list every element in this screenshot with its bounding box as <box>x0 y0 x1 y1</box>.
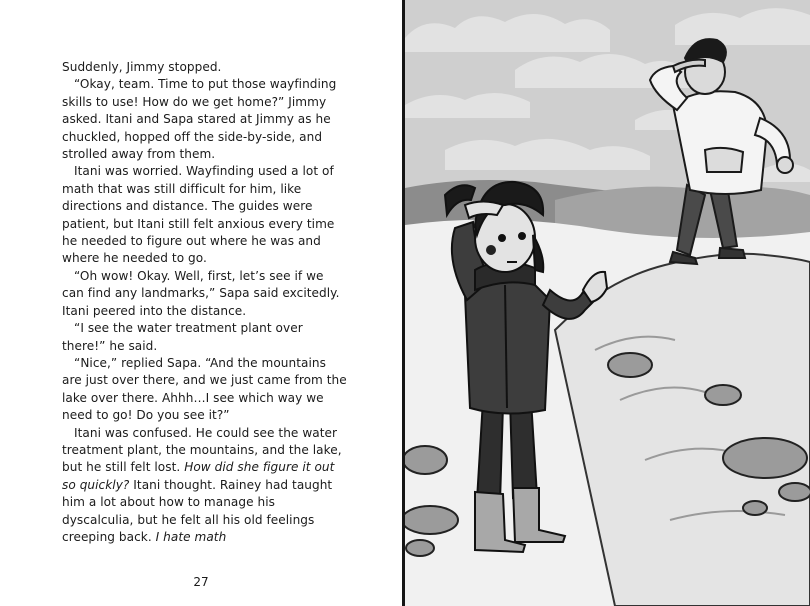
text-page <box>0 0 402 606</box>
page-number: 27 <box>193 575 209 589</box>
page-text <box>62 59 347 546</box>
paragraph-2: “Okay, team. Time to put those wayfinding skills to use! How do we get home?” Jimmy asked. Itani and Sapa stared at Jimmy as he chuckled, hopped off the side-by-side, and strolled away from them. <box>62 77 337 162</box>
paragraph-7-start: Itani was confused. He could see the water treatment plant, the mountains, and the lake, but he still felt lost. <box>62 425 342 475</box>
paragraph-3: Itani was worried. Wayfinding used a lot of math that was still difficult for him, like directions and distance. The guides were patient, but Itani still felt anxious every time he needed to figure out where he was and where he needed to go. <box>62 164 335 266</box>
paragraph-1: Suddenly, Jimmy stopped. <box>62 60 222 74</box>
paragraph-7-end: I hate math <box>155 529 227 544</box>
paragraph-7-thought: How did she figure it out so quickly? <box>62 460 335 492</box>
paragraph-7-middle: Itani thought. Rainey had taught him a lot about how to manage his dyscalculia, but he felt all his old feelings creeping back. <box>62 477 333 544</box>
paragraph-4: “Oh wow! Okay. Well, first, let’s see if we can find any landmarks,” Sapa said excitedly. Itani peered into the distance. <box>62 268 340 318</box>
illustration-art <box>405 0 810 606</box>
paragraph-6: “Nice,” replied Sapa. “And the mountains are just over there, and we just came from the lake over there. Ahhh…I see which way we need to go! Do you see it?” <box>62 355 347 423</box>
paragraph-7 <box>62 425 347 547</box>
paragraph-5: “I see the water treatment plant over there!” he said. <box>62 321 303 353</box>
illustration <box>405 0 810 606</box>
